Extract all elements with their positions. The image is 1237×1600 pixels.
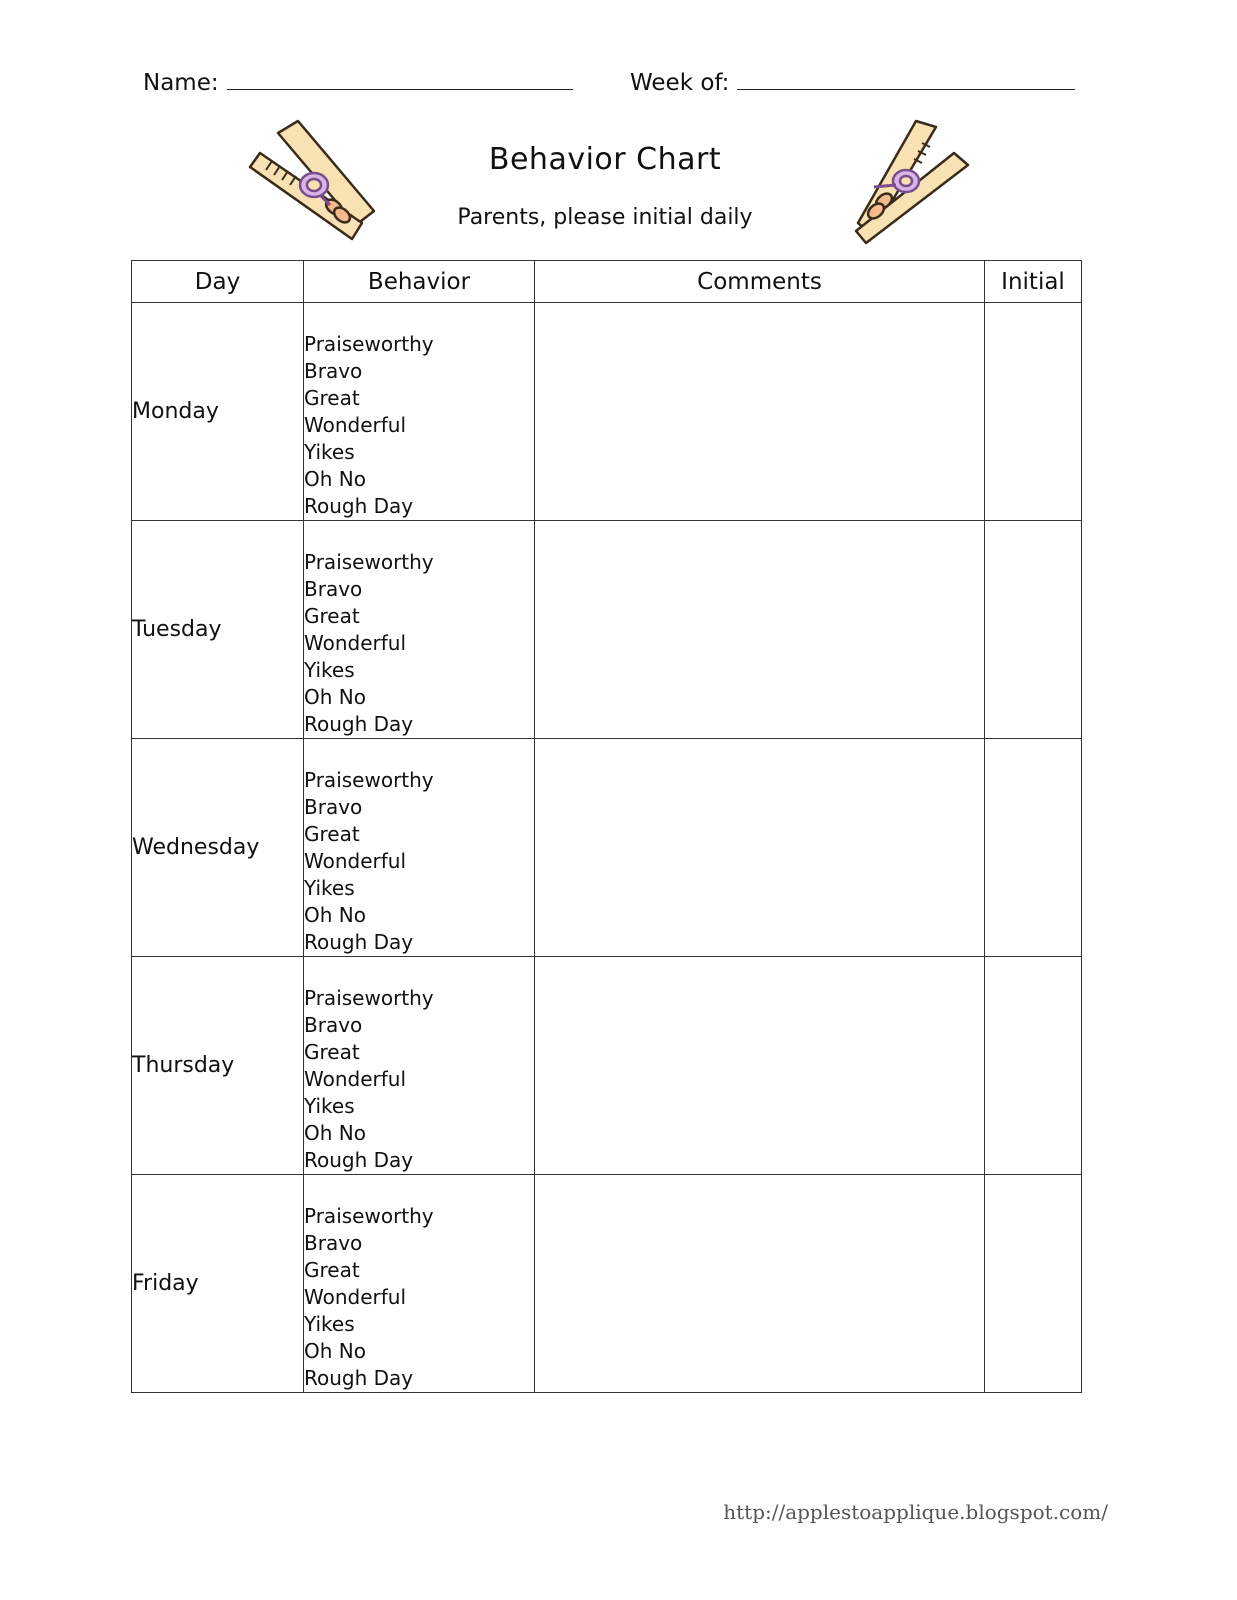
comments-cell[interactable] <box>535 1175 985 1393</box>
table-row <box>132 957 1082 1175</box>
table-row <box>132 303 1082 521</box>
behavior-option[interactable]: Yikes <box>304 658 355 682</box>
day-cell: Friday <box>132 1175 304 1393</box>
comments-cell[interactable] <box>535 521 985 739</box>
week-of-field <box>630 70 1075 96</box>
table-row <box>132 1175 1082 1393</box>
behavior-option[interactable]: Bravo <box>304 1231 363 1255</box>
behavior-option[interactable]: Yikes <box>304 1094 355 1118</box>
behavior-option[interactable]: Rough Day <box>304 712 414 736</box>
behavior-option[interactable]: Great <box>304 386 360 410</box>
day-cell: Monday <box>132 303 304 521</box>
behavior-option[interactable]: Praiseworthy <box>304 1204 434 1228</box>
behavior-option[interactable]: Praiseworthy <box>304 332 434 356</box>
behavior-option[interactable]: Wonderful <box>304 849 407 873</box>
name-field <box>143 70 573 96</box>
comments-cell[interactable] <box>535 739 985 957</box>
week-of-blank-line[interactable] <box>737 71 1075 90</box>
behavior-option[interactable]: Wonderful <box>304 413 407 437</box>
comments-cell[interactable] <box>535 957 985 1175</box>
initial-cell[interactable] <box>985 739 1082 957</box>
behavior-option[interactable]: Oh No <box>304 685 366 709</box>
behavior-cell <box>304 521 535 739</box>
page-title: Behavior Chart <box>488 142 722 177</box>
page-subtitle: Parents, please initial daily <box>457 205 753 230</box>
behavior-option[interactable]: Wonderful <box>304 1285 407 1309</box>
behavior-option[interactable]: Yikes <box>304 876 355 900</box>
behavior-option[interactable]: Bravo <box>304 1013 363 1037</box>
initial-cell[interactable] <box>985 303 1082 521</box>
footer-url: http://applestoapplique.blogspot.com/ <box>723 1500 1108 1524</box>
initial-cell[interactable] <box>985 1175 1082 1393</box>
column-header-initial: Initial <box>985 261 1082 303</box>
column-header-day: Day <box>132 261 304 303</box>
behavior-option[interactable]: Wonderful <box>304 631 407 655</box>
behavior-option[interactable]: Oh No <box>304 903 366 927</box>
behavior-option[interactable]: Bravo <box>304 577 363 601</box>
table-header-row <box>132 261 1082 303</box>
behavior-option[interactable]: Yikes <box>304 1312 355 1336</box>
behavior-option[interactable]: Rough Day <box>304 1366 414 1390</box>
name-blank-line[interactable] <box>227 71 573 90</box>
table-row <box>132 739 1082 957</box>
behavior-option[interactable]: Rough Day <box>304 930 414 954</box>
behavior-option[interactable]: Oh No <box>304 467 366 491</box>
column-header-comments: Comments <box>535 261 985 303</box>
behavior-cell <box>304 957 535 1175</box>
behavior-cell <box>304 303 535 521</box>
behavior-option[interactable]: Great <box>304 822 360 846</box>
day-cell: Thursday <box>132 957 304 1175</box>
behavior-option[interactable]: Bravo <box>304 359 363 383</box>
behavior-option[interactable]: Praiseworthy <box>304 986 434 1010</box>
behavior-option[interactable]: Wonderful <box>304 1067 407 1091</box>
table-row <box>132 521 1082 739</box>
day-cell: Tuesday <box>132 521 304 739</box>
week-of-label: Week of: <box>630 70 730 96</box>
behavior-option[interactable]: Praiseworthy <box>304 550 434 574</box>
behavior-option[interactable]: Praiseworthy <box>304 768 434 792</box>
behavior-cell <box>304 739 535 957</box>
behavior-option[interactable]: Bravo <box>304 795 363 819</box>
behavior-option[interactable]: Rough Day <box>304 1148 414 1172</box>
behavior-option[interactable]: Rough Day <box>304 494 414 518</box>
behavior-option[interactable]: Great <box>304 1258 360 1282</box>
comments-cell[interactable] <box>535 303 985 521</box>
behavior-cell <box>304 1175 535 1393</box>
behavior-option[interactable]: Great <box>304 604 360 628</box>
initial-cell[interactable] <box>985 957 1082 1175</box>
day-cell: Wednesday <box>132 739 304 957</box>
name-label: Name: <box>143 70 219 96</box>
behavior-option[interactable]: Yikes <box>304 440 355 464</box>
behavior-option[interactable]: Oh No <box>304 1339 366 1363</box>
clothespin-icon <box>838 115 973 250</box>
behavior-option[interactable]: Great <box>304 1040 360 1064</box>
column-header-behavior: Behavior <box>304 261 535 303</box>
behavior-option[interactable]: Oh No <box>304 1121 366 1145</box>
initial-cell[interactable] <box>985 521 1082 739</box>
behavior-table <box>131 260 1082 1393</box>
